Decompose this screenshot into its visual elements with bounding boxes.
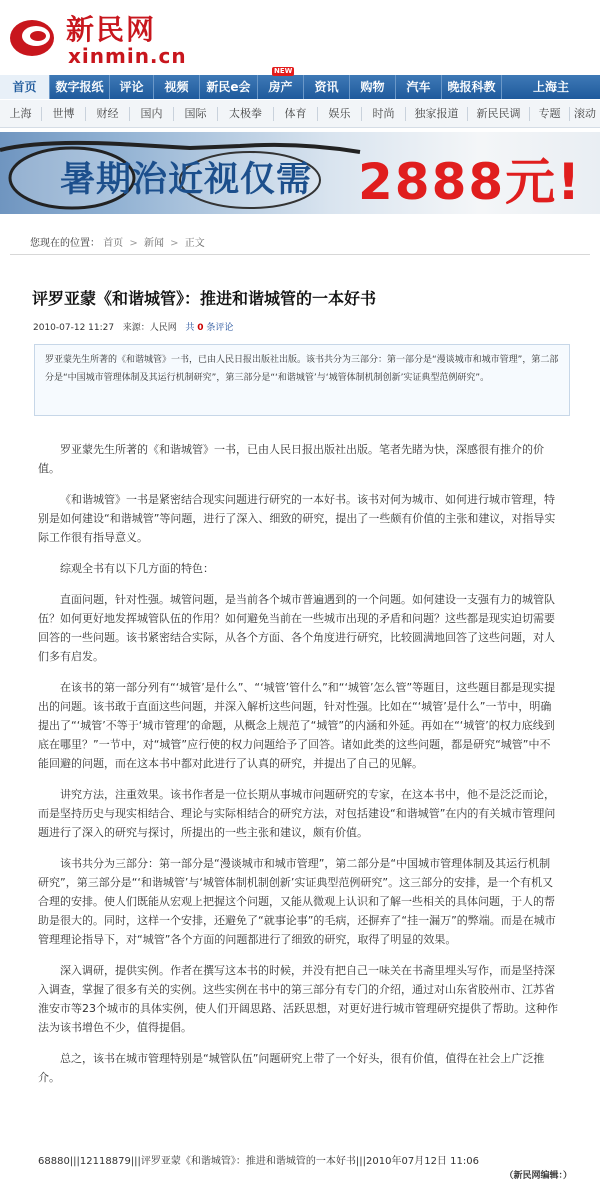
- nav-auto[interactable]: 汽车: [396, 75, 442, 99]
- site-logo[interactable]: [8, 6, 188, 68]
- article-paragraph: 该书共分为三部分：第一部分是“漫谈城市和城市管理”，第二部分是“中国城市管理体制及其运行机制研究”，第三部分是“‘和谐城管’与‘城管体制机制创新’实证典型范例研究”。这三部分的安排，是一个有机又合理的安排。使人们既能从宏观上把握这个问题，又能从微观上认识和了解一些相关的具体问题，于人的帮助是很大的。同时，这样一个安排，还避免了“就事论事”的毛病，还摒弃了“挂一漏万”的弊端。而是在城市管理理论指导下，对“城管”各个方面的问题都进行了细致的研究，取得了明显的效果。: [38, 857, 556, 946]
- subnav-rolling[interactable]: 滚动: [574, 106, 596, 120]
- subnav-international[interactable]: 国际: [174, 107, 218, 121]
- sub-nav: [0, 100, 600, 128]
- comments-count: 0: [197, 323, 204, 333]
- article-meta: [33, 320, 233, 333]
- subnav-finance[interactable]: 财经: [86, 107, 130, 121]
- breadcrumb-current: 正文: [184, 238, 205, 249]
- subnav-shanghai[interactable]: 上海: [0, 107, 42, 121]
- article-summary: 罗亚蒙先生所著的《和谐城管》一书，已由人民日报出版社出版。该书共分为三部分：第一部分是“漫谈城市和城市管理”，第二部分是“中国城市管理体制及其运行机制研究”，第三部分是“‘和谐城管’与‘城管体制机制创新’实证典型范例研究”。: [34, 344, 570, 416]
- ad-banner[interactable]: [0, 132, 600, 214]
- comments-prefix: 共: [185, 323, 195, 333]
- subnav-exclusive[interactable]: 独家报道: [406, 107, 468, 121]
- subnav-fashion[interactable]: 时尚: [362, 107, 406, 121]
- article-paragraph: 罗亚蒙先生所著的《和谐城管》一书，已由人民日报出版社出版。笔者先睹为快，深感很有推介的价值。: [38, 443, 544, 475]
- subnav-special[interactable]: 专题: [530, 107, 570, 121]
- article-body: [38, 440, 560, 1099]
- article-paragraph: 讲究方法，注重效果。该书作者是一位长期从事城市问题研究的专家，在这本书中，他不是泛泛而论，而是坚持历史与现实相结合、理论与实际相结合的研究方法，对包括建设“和谐城管”在内的有关城市管理问题进行了深入的研究与探讨，所提出的一些主张和建议，颇有价值。: [38, 788, 556, 839]
- subnav-taiji[interactable]: 太极拳: [218, 107, 274, 121]
- page-title: 评罗亚蒙《和谐城管》：推进和谐城管的一本好书: [32, 289, 377, 308]
- logo-text-en: xinmin.cn: [68, 44, 187, 68]
- subnav-poll[interactable]: 新民民调: [468, 107, 530, 121]
- article-paragraph: 综观全书有以下几方面的特色：: [60, 562, 214, 575]
- article-id-line: 68880|||12118879|||评罗亚蒙《和谐城管》：推进和谐城管的一本好书|||2010年07月12日 11:06: [38, 1156, 479, 1167]
- main-nav: [0, 67, 600, 99]
- editor-credit: （新民网编辑：）: [504, 1171, 572, 1181]
- breadcrumb-sep: >: [170, 238, 179, 249]
- nav-ehui[interactable]: 新民e会: [200, 75, 258, 99]
- nav-shanghai[interactable]: 上海主: [532, 80, 569, 94]
- nav-shopping[interactable]: 购物: [350, 75, 396, 99]
- breadcrumb-news[interactable]: 新闻: [143, 238, 164, 249]
- breadcrumb: [30, 234, 205, 249]
- article-source: 来源：人民网: [122, 323, 177, 333]
- nav-video[interactable]: 视频: [154, 75, 200, 99]
- subnav-entertainment[interactable]: 娱乐: [318, 107, 362, 121]
- site-header: [0, 0, 600, 74]
- nav-opinion[interactable]: 评论: [110, 75, 154, 99]
- subnav-sports[interactable]: 体育: [274, 107, 318, 121]
- breadcrumb-sep: >: [129, 238, 138, 249]
- banner-price: 2888元!: [358, 153, 582, 211]
- breadcrumb-home[interactable]: 首页: [103, 238, 124, 249]
- subnav-expo[interactable]: 世博: [42, 107, 86, 121]
- article-paragraph: 《和谐城管》一书是紧密结合现实问题进行研究的一本好书。该书对何为城市、如何进行城市管理，特别是如何建设“和谐城管”等问题，进行了深入、细致的研究，提出了一些颇有价值的主张和建议，对指导实际工作很有指导意义。: [38, 493, 556, 544]
- nav-news[interactable]: 资讯: [304, 75, 350, 99]
- subnav-domestic[interactable]: 国内: [130, 107, 174, 121]
- nav-home[interactable]: 首页: [0, 75, 50, 99]
- logo-mark-icon: [8, 12, 56, 60]
- publish-datetime: 2010-07-12 11:27: [33, 323, 115, 333]
- logo-text-cn: 新民网: [66, 13, 157, 46]
- article-paragraph: 总之，该书在城市管理特别是“城管队伍”问题研究上带了一个好头，很有价值，值得在社会上广泛推介。: [38, 1052, 545, 1084]
- nav-realestate[interactable]: NEW 房产: [258, 75, 304, 99]
- content-divider: [10, 254, 590, 255]
- breadcrumb-prefix: 您现在的位置：: [30, 238, 100, 249]
- nav-science[interactable]: 晚报科教: [442, 75, 502, 99]
- new-badge: NEW: [274, 67, 293, 75]
- article-paragraph: 在该书的第一部分列有“‘城管’是什么”、“‘城管’管什么”和“‘城管’怎么管”等题目，这些题目都是现实提出的问题。该书敢于直面这些问题，并深入解析这些问题，针对性强。比如在“‘城管’是什么”一节中，明确提出了“‘城管’不等于‘城市管理’的命题，从概念上规范了“城管”的内涵和外延。再如在“‘城管’的权力底线到底在哪里？”一节中，对“城管”应行使的权力问题给予了回答。诸如此类的这些问题，都是研究“城管”中不能回避的问题，而在这本书中都对此进行了认真的研究，并提出了自己的见解。: [38, 681, 556, 770]
- nav-digital-paper[interactable]: 数字报纸: [50, 75, 110, 99]
- article-paragraph: 深入调研，提供实例。作者在撰写这本书的时候，并没有把自己一味关在书斋里埋头写作，而是坚持深入调查，掌握了很多有关的实例。这些实例在书中的第三部分有专门的介绍，通过对山东省胶州市、江苏省淮安市等23个城市的具体实例，使人们开阔思路、活跃思想，对更好进行城市管理研究提供了帮助。这种作法为该书增色不少，值得提倡。: [38, 964, 558, 1034]
- article-paragraph: 直面问题，针对性强。城管问题，是当前各个城市普遍遇到的一个问题。如何建设一支强有力的城管队伍？如何更好地发挥城管队伍的作用？如何避免当前在一些城市出现的矛盾和问题？这些都是现实迫切需要回答的一些问题。该书紧密结合实际，从各个方面、各个角度进行研究，比较圆满地回答了这些问题，对人们多有启发。: [38, 593, 555, 663]
- comments-link[interactable]: 条评论: [206, 323, 234, 333]
- banner-text: 暑期治近视仅需: [60, 160, 313, 200]
